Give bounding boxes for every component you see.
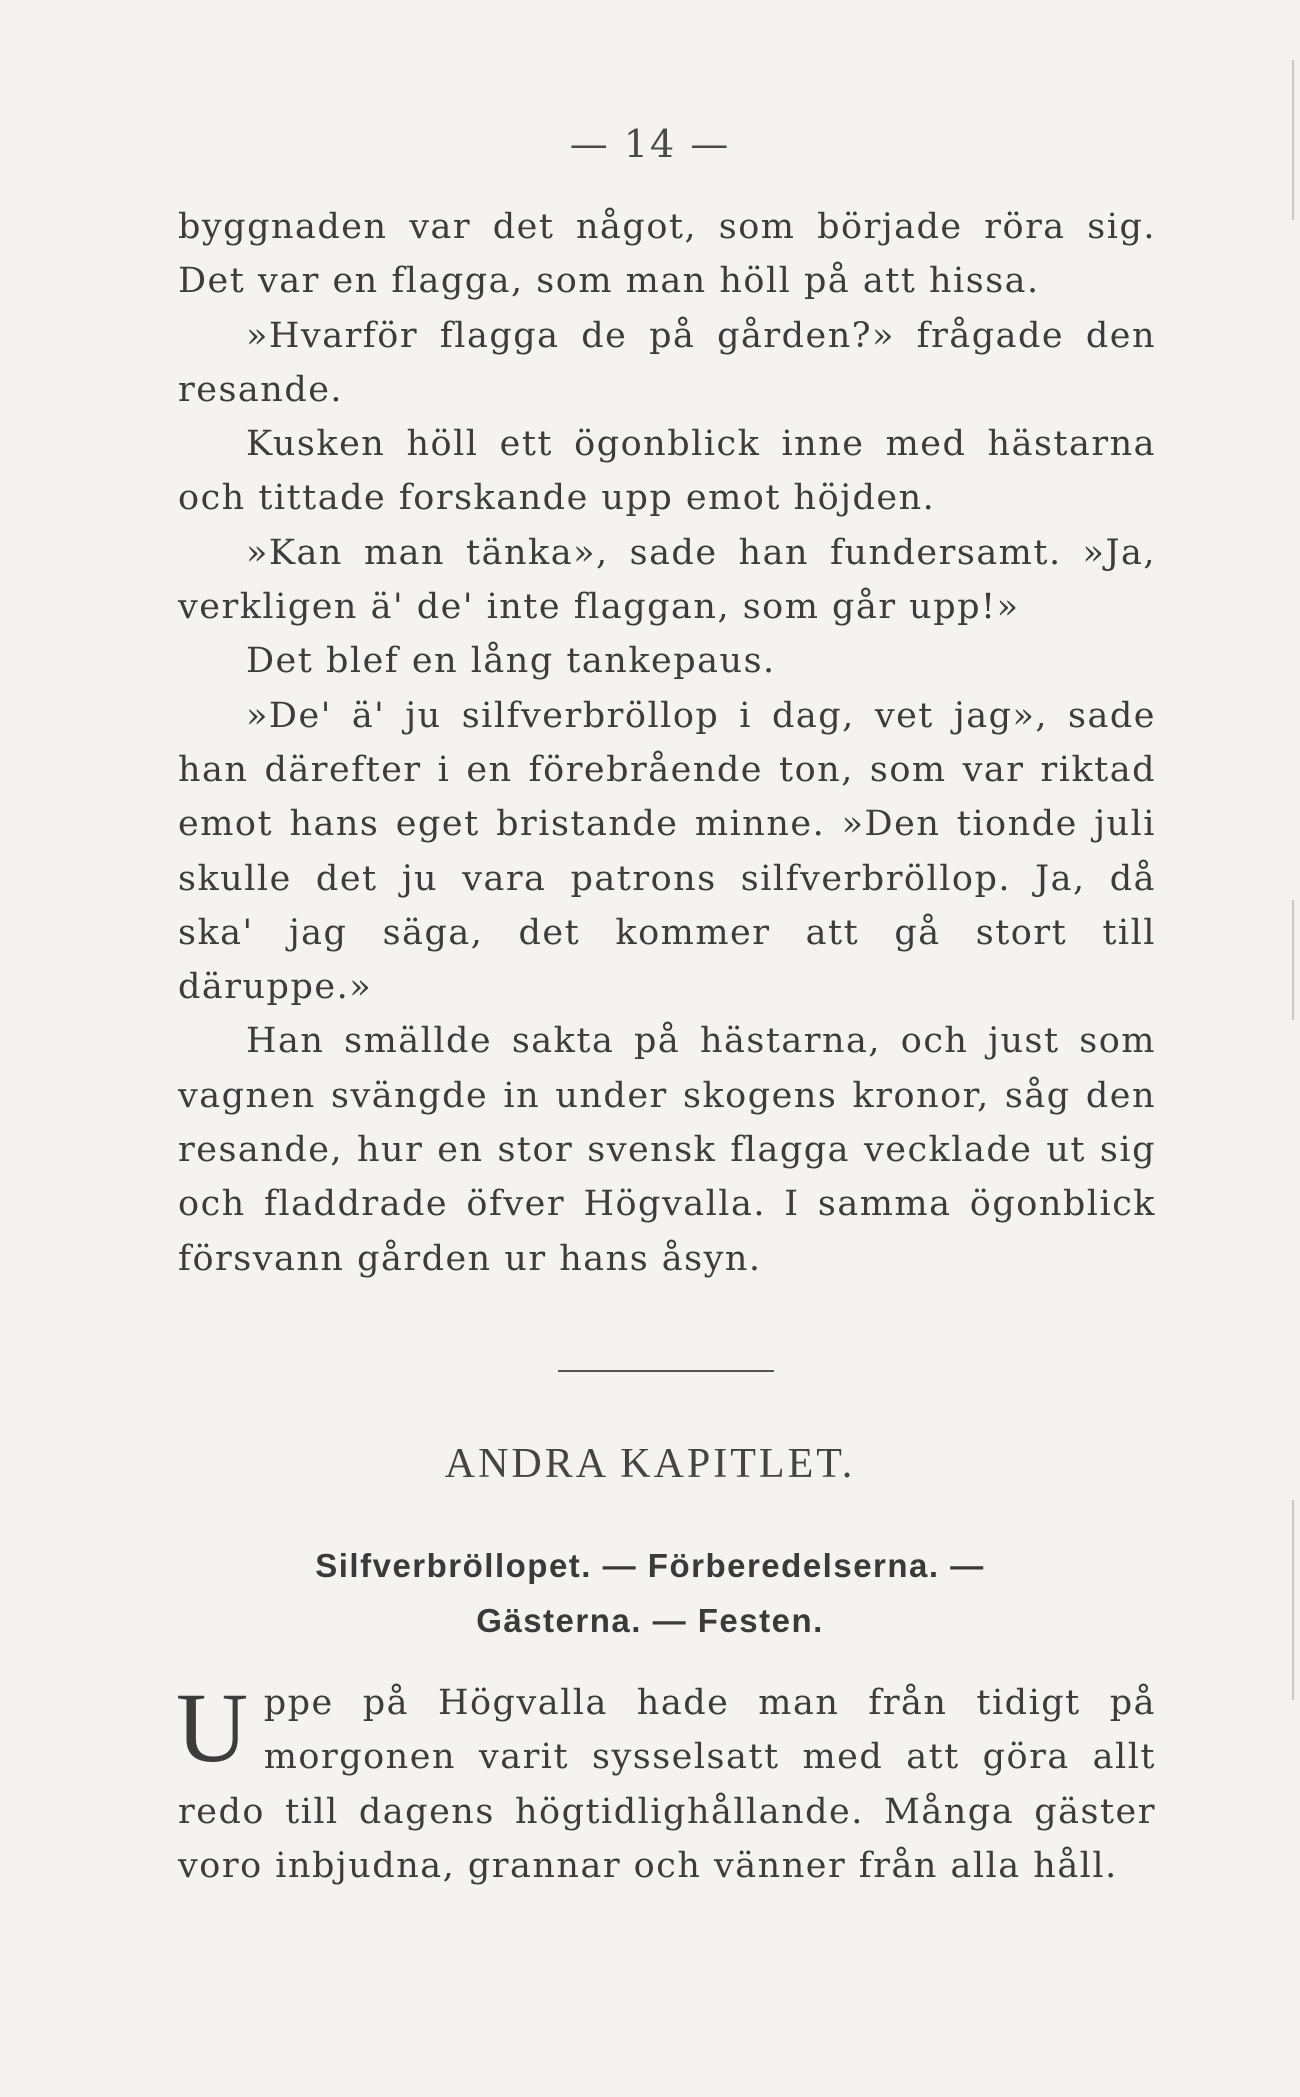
- paragraph-1: byggnaden var det något, som började röra sig. Det var en flagga, som man höll på att hissa.: [178, 207, 1156, 302]
- body-text-top: [178, 200, 1156, 1286]
- drop-cap: U: [176, 1672, 250, 1783]
- chapter-subtitle-line-1: Silfverbröllopet. — Förberedelserna. —: [315, 1547, 985, 1584]
- body-text-chapter-opening: [176, 1672, 1156, 1893]
- paragraph-7: Han smällde sakta på hästarna, och just som vagnen svängde in under skogens kronor, såg den resande, hur en stor svensk flagga vecklade ut sig och fladdrade öfver Högvalla. I samma ögonblick försvann gården ur hans åsyn.: [178, 1021, 1156, 1279]
- paragraph-4: »Kan man tänka», sade han fundersamt. »Ja, verkligen ä' de' inte flaggan, som går upp!»: [178, 532, 1156, 628]
- paragraph-6: »De' ä' ju silfverbröllop i dag, vet jag», sade han därefter i en förebrående ton, som var riktad emot hans eget bristande minne. »Den tionde juli skulle det ju vara patrons silfverbröllop. Ja, då ska' jag säga, det kommer att gå stort till däruppe.»: [178, 695, 1156, 1008]
- page-edge-mark: [1292, 900, 1294, 1020]
- page-number: — 14 —: [569, 122, 731, 166]
- paragraph-2: »Hvarför flagga de på gården?» frågade den resande.: [178, 315, 1156, 410]
- chapter-subtitle-line-2: Gästerna. — Festen.: [476, 1602, 824, 1639]
- opening-paragraph: ppe på Högvalla hade man från tidigt på morgonen varit sysselsatt med att göra allt redo till dagens högtidlighållande. Många gäster voro inbjudna, grannar och vänner från alla håll.: [178, 1683, 1156, 1886]
- chapter-title: ANDRA KAPITLET.: [444, 1441, 856, 1487]
- page-edge-mark: [1292, 60, 1294, 220]
- chapter-subtitle: [0, 1538, 1300, 1648]
- paragraph-5: Det blef en lång tankepaus.: [246, 641, 776, 682]
- section-divider: [558, 1370, 774, 1372]
- paragraph-3: Kusken höll ett ögonblick inne med hästarna och tittade forskande upp emot höjden.: [178, 424, 1156, 519]
- page-edge-mark: [1292, 1500, 1294, 1700]
